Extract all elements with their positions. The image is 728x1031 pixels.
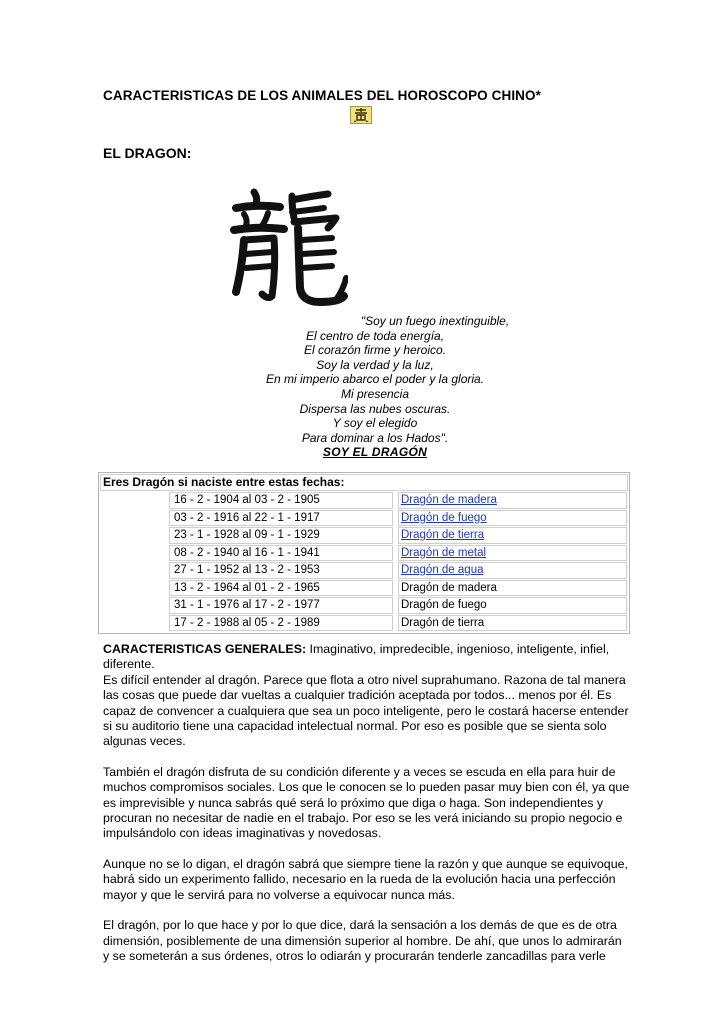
row-spacer xyxy=(100,527,169,544)
poem-line: El corazón firme y heroico. xyxy=(303,343,447,358)
row-spacer xyxy=(100,492,169,509)
poem-line: Y soy el elegido xyxy=(332,416,418,431)
dragon-poem xyxy=(240,314,510,460)
paragraph-2: También el dragón disfruta de su condición diferente y a veces se escuda en ella para huir de muchos compromisos sociales. Los que le conocen se lo pueden pasar muy bien con él, ya que es imprevisible y nunca sabrás qué será lo próximo que diga o haga. Son independientes y procuran no necesitar de nadie en el trabajo. Por eso se les verá iniciando su propio negocio e impulsándolo con ideas imaginativas y novedosas. xyxy=(103,764,630,841)
paragraph-4: El dragón, por lo que hace y por lo que dice, dará la sensación a los demás de que es de otra dimensión, posiblemente de una dimensión superior al hombre. De ahí, que unos lo admirarán y se someterán a sus órdenes, otros lo odiarán y procurarán tenderle zancadillas para verle xyxy=(103,918,622,963)
table-row xyxy=(100,545,628,562)
dragon-type-link[interactable]: Dragón de metal xyxy=(398,545,627,562)
chinese-character-icon xyxy=(350,106,372,124)
poem-line: "Soy un fuego inextinguible, xyxy=(360,314,510,328)
dragon-type-link[interactable]: Dragón de tierra xyxy=(398,527,627,544)
date-range-cell: 23 - 1 - 1928 al 09 - 1 - 1929 xyxy=(169,527,393,544)
poem-line: Mi presencia xyxy=(340,386,410,401)
dragon-type-cell: Dragón de tierra xyxy=(398,615,627,632)
general-label: CARACTERISTICAS GENERALES: xyxy=(103,642,307,656)
poem-line: El centro de toda energía, xyxy=(305,328,445,343)
table-row xyxy=(100,580,628,597)
page-title: CARACTERISTICAS DE LOS ANIMALES DEL HOROSCOPO CHINO* xyxy=(103,88,541,103)
paragraph-3: Aunque no se lo digan, el dragón sabrá que siempre tiene la razón y que aunque se equivoque, habrá sido un experimento fallido, necesario en la rueda de la evolución hacia una perfección mayor y que le servirá para no volverse a equivocar nunca más. xyxy=(103,856,628,902)
general-text: Imaginativo, impredecible, ingenioso, inteligente, infiel, diferente. xyxy=(103,642,610,672)
row-spacer xyxy=(100,510,169,527)
row-spacer xyxy=(100,580,169,597)
row-spacer xyxy=(100,615,169,632)
poem-line: Soy la verdad y la luz, xyxy=(316,357,434,372)
date-range-cell: 08 - 2 - 1940 al 16 - 1 - 1941 xyxy=(169,545,393,562)
table-row xyxy=(100,615,628,632)
table-row xyxy=(100,492,628,509)
dragon-kanji-image xyxy=(228,188,348,313)
date-range-cell: 16 - 2 - 1904 al 03 - 2 - 1905 xyxy=(169,492,393,509)
row-spacer xyxy=(100,545,169,562)
dragon-dates-table xyxy=(98,472,630,634)
date-range-cell: 17 - 2 - 1988 al 05 - 2 - 1989 xyxy=(169,615,393,632)
table-row xyxy=(100,562,628,579)
dragon-type-link[interactable]: Dragón de agua xyxy=(398,562,627,579)
table-row xyxy=(100,597,628,614)
date-range-cell: 31 - 1 - 1976 al 17 - 2 - 1977 xyxy=(169,597,393,614)
poem-closing: SOY EL DRAGÓN xyxy=(322,445,428,460)
date-range-cell: 03 - 2 - 1916 al 22 - 1 - 1917 xyxy=(169,510,393,527)
dragon-type-cell: Dragón de fuego xyxy=(398,597,627,614)
row-spacer xyxy=(100,597,169,614)
characteristics-text xyxy=(103,642,631,979)
paragraph-1: Es difícil entender al dragón. Parece que flota a otro nivel suprahumano. Razona de tal manera las cosas que puede dar vueltas a cualquier tradición aceptada por todos... menos por él. Es capaz de convencer a cualquiera que sea un poco inteligente, pero le costará hacerse entender si su auditorio tiene una capacidad intelectual normal. Por eso es posible que se sienta solo algunas veces. xyxy=(103,672,629,749)
poem-line: Dispersa las nubes oscuras. xyxy=(299,401,451,416)
table-row xyxy=(100,527,628,544)
table-header: Eres Dragón si naciste entre estas fechas: xyxy=(100,474,628,491)
general-characteristics xyxy=(103,642,631,750)
dragon-type-link[interactable]: Dragón de madera xyxy=(398,492,627,509)
section-title: EL DRAGON: xyxy=(103,145,192,161)
date-range-cell: 13 - 2 - 1964 al 01 - 2 - 1965 xyxy=(169,580,393,597)
table-row xyxy=(100,510,628,527)
date-range-cell: 27 - 1 - 1952 al 13 - 2 - 1953 xyxy=(169,562,393,579)
row-spacer xyxy=(100,562,169,579)
dragon-type-link[interactable]: Dragón de fuego xyxy=(398,510,627,527)
dragon-type-cell: Dragón de madera xyxy=(398,580,627,597)
poem-line: Para dominar a los Hados". xyxy=(301,430,449,445)
poem-line: En mi imperio abarco el poder y la gloria. xyxy=(265,372,485,387)
